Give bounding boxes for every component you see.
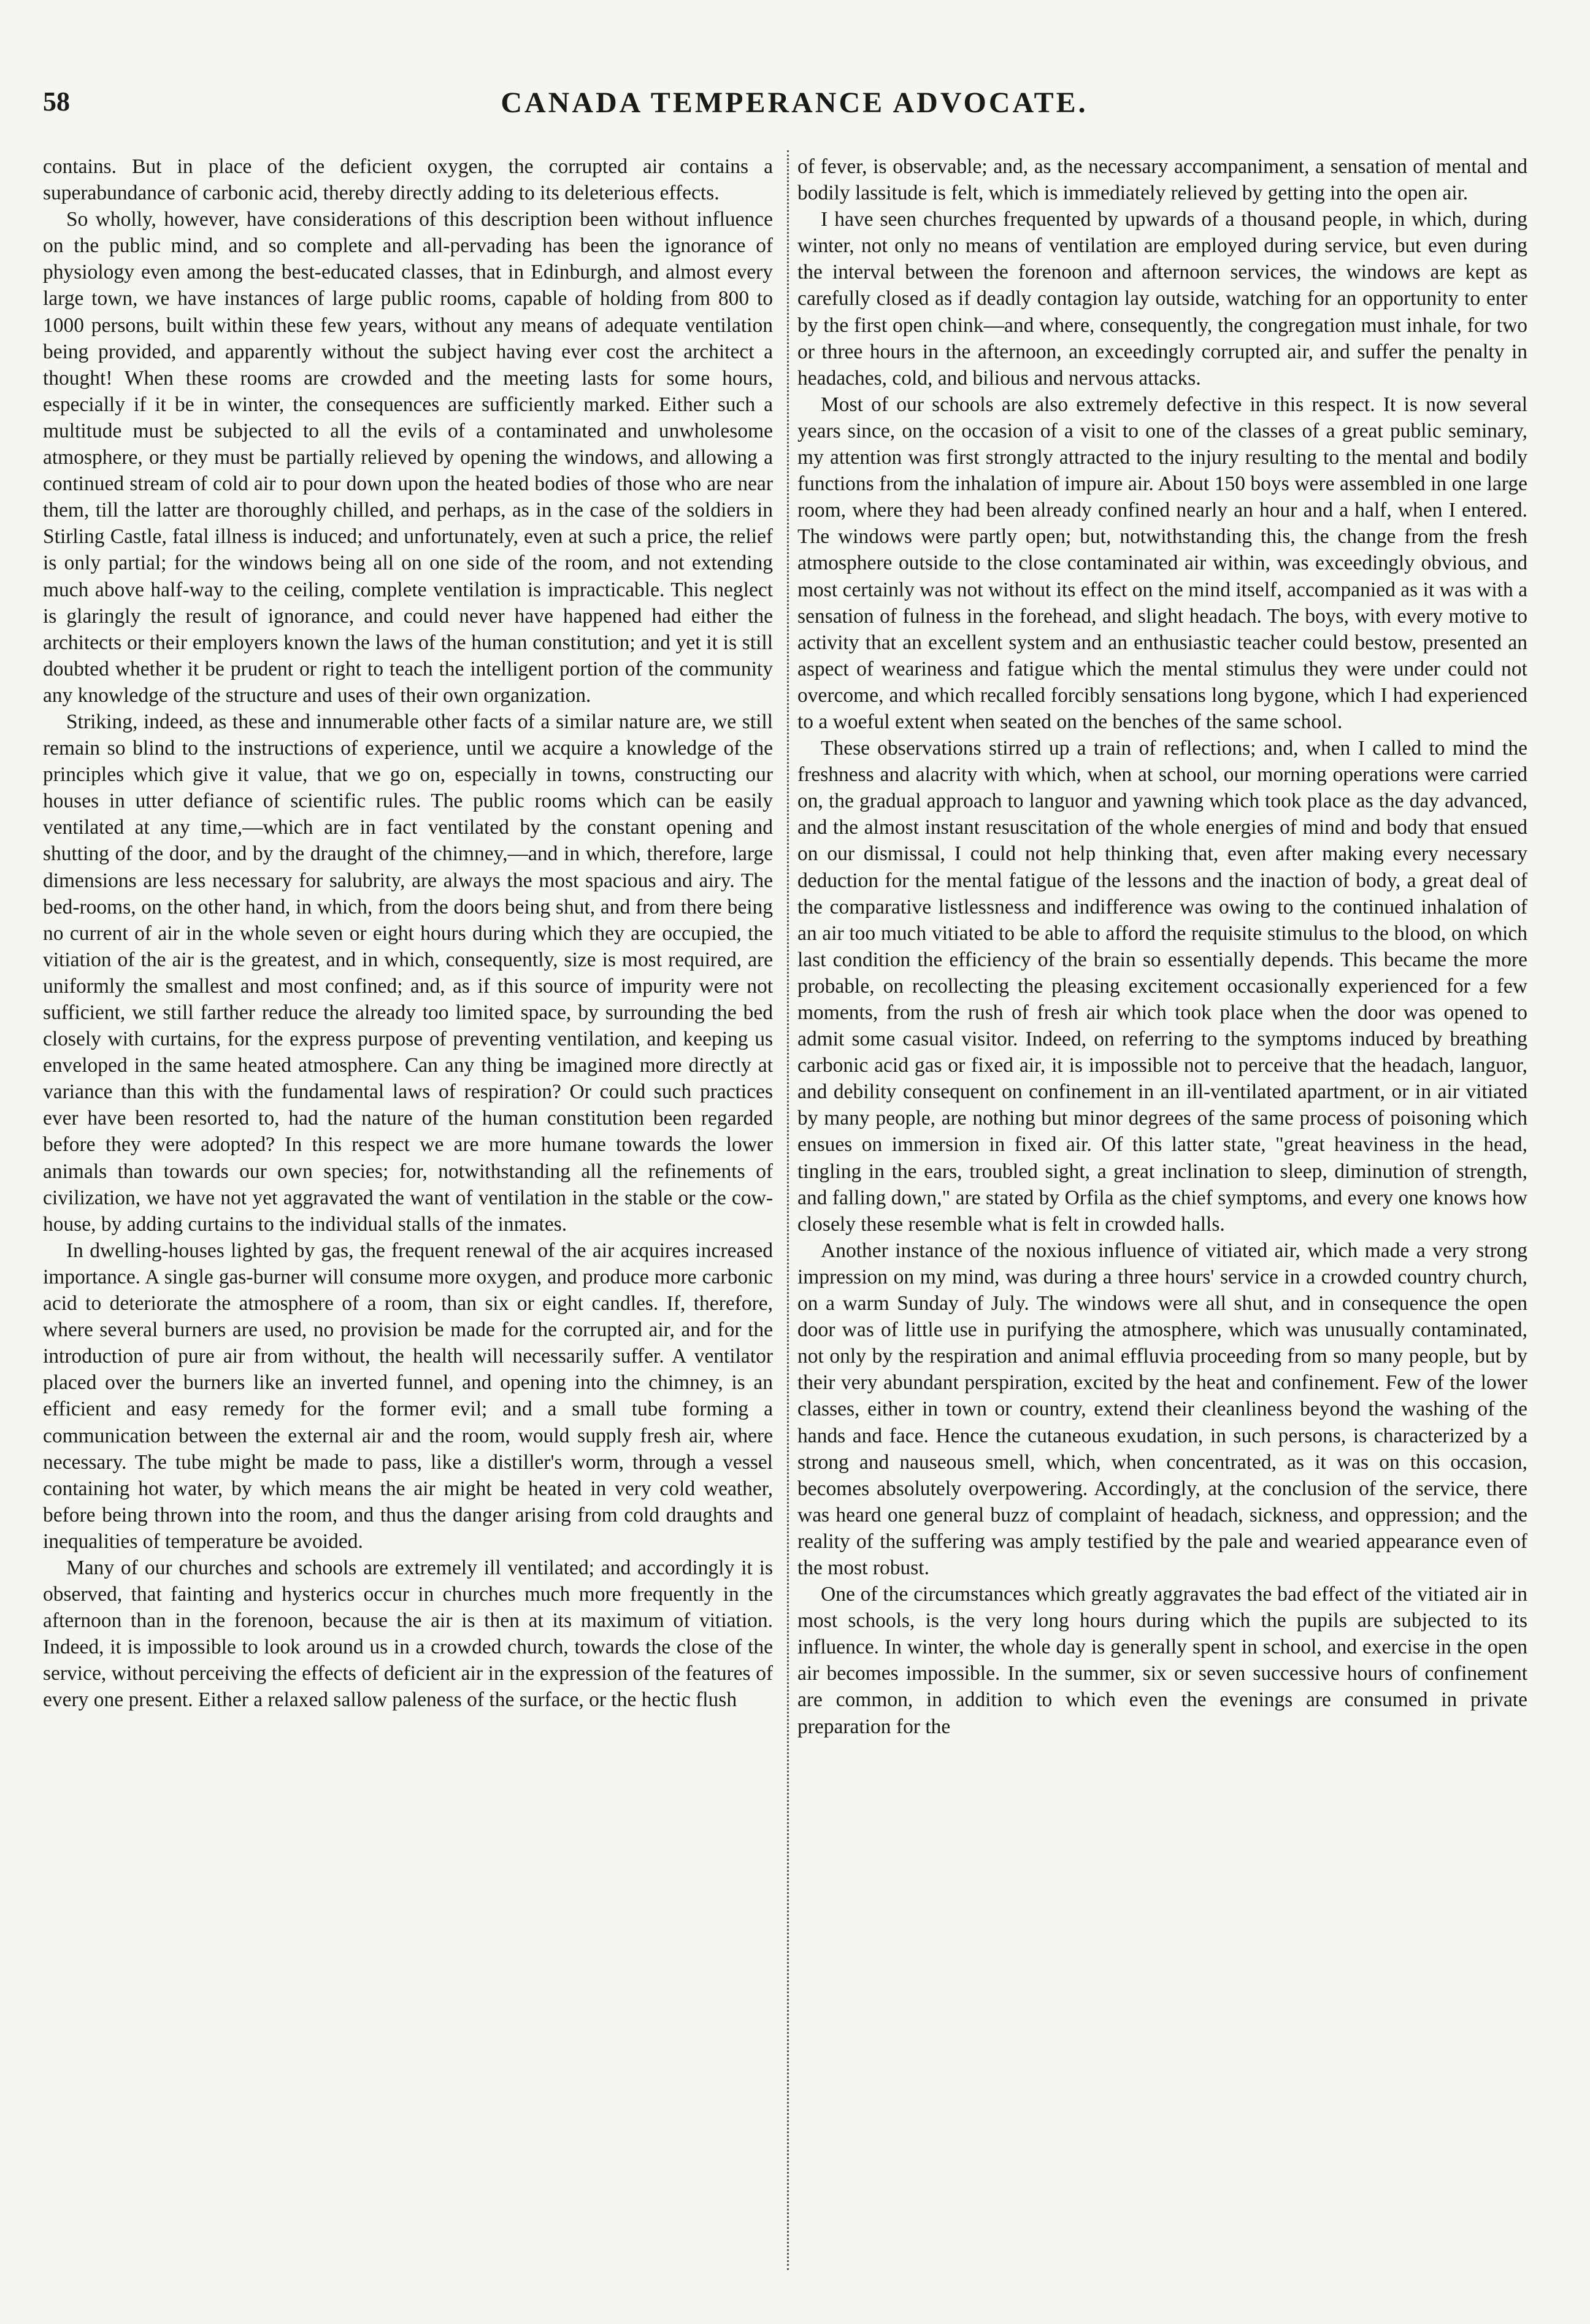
paragraph: Striking, indeed, as these and innumerable other facts of a similar nature are, we still remain so blind to the instructions of experience, until we acquire a knowledge of the principles which give it value, that we go on, especially in towns, constructing our houses in utter defiance of scientific rules. The public rooms which can be easily ventilated at any time,—which are in fact ventilated by the constant opening and shutting of the door, and by the draught of the chimney,—and in which, therefore, large dimensions are less necessary for salubrity, are always the most spacious and airy. The bed-rooms, on the other hand, in which, from the doors being shut, and from there being no current of air in the whole seven or eight hours during which they are occupied, the vitiation of the air is the greatest, and in which, consequently, size is most required, are uniformly the smallest and most confined; and, as if this source of impurity were not sufficient, we still farther reduce the already too limited space, by surrounding the bed closely with curtains, for the express purpose of preventing ventilation, and keeping us enveloped in the same heated atmosphere. Can any thing be imagined more directly at variance than this with the fundamental laws of respiration? Or could such practices ever have been resorted to, had the nature of the human constitution been regarded before they were adopted? In this respect we are more humane towards the lower animals than towards our own species; for, notwithstanding all the refinements of civilization, we have not yet aggravated the want of ventilation in the stable or the cow-house, by adding curtains to the individual stalls of the inmates. xyxy=(43,710,773,1236)
left-column xyxy=(43,153,773,2276)
page-header xyxy=(43,86,1546,135)
running-title: CANADA TEMPERANCE ADVOCATE. xyxy=(501,87,1088,119)
paragraph: Most of our schools are also extremely defective in this respect. It is now several years since, on the occasion of a visit to one of the classes of a great public seminary, my attention was first strongly attracted to the injury resulting to the mental and bodily functions from the inhalation of impure air. About 150 boys were assembled in one large room, where they had been already confined nearly an hour and a half, when I entered. The windows were partly open; but, notwithstanding this, the change from the fresh atmosphere outside to the close contaminated air within, was exceedingly obvious, and most certainly was not without its effect on the mind itself, accompanied as it was with a sensation of fulness in the forehead, and slight headach. The boys, with every motive to activity that an excellent system and an enthusiastic teacher could bestow, presented an aspect of weariness and fatigue which the mental stimulus they were under could not overcome, and which recalled forcibly sensations long bygone, which I had experienced to a woeful extent when seated on the benches of the same school. xyxy=(797,393,1527,733)
paragraph: In dwelling-houses lighted by gas, the frequent renewal of the air acquires increased importance. A single gas-burner will consume more oxygen, and produce more carbonic acid to deteriorate the atmosphere of a room, than six or eight candles. If, therefore, where several burners are used, no provision be made for the corrupted air, and for the introduction of pure air from without, the health will necessarily suffer. A ventilator placed over the burners like an inverted funnel, and opening into the chimney, is an efficient and easy remedy for the former evil; and a small tube forming a communication between the external air and the room, would supply fresh air, where necessary. The tube might be made to pass, like a distiller's worm, through a vessel containing hot water, by which means the air might be heated in very cold weather, before being thrown into the room, and thus the danger arising from cold draughts and inequalities of temperature be avoided. xyxy=(43,1239,773,1553)
paragraph: of fever, is observable; and, as the necessary accompaniment, a sensation of mental and bodily lassitude is felt, which is immediately relieved by getting into the open air. xyxy=(797,155,1527,205)
paragraph: Another instance of the noxious influence of vitiated air, which made a very strong impression on my mind, was during a three hours' service in a crowded country church, on a warm Sunday of July. The windows were all shut, and in consequence the open door was of little use in purifying the atmosphere, which was unusually contaminated, not only by the respiration and animal effluvia proceeding from so many people, but by their very abundant perspiration, excited by the heat and confinement. Few of the lower classes, either in town or country, extend their cleanliness beyond the washing of the hands and face. Hence the cutaneous exudation, in such persons, is characterized by a strong and nauseous smell, which, when concentrated, as it was on this occasion, becomes absolutely overpowering. Accordingly, at the conclusion of the service, there was heard one general buzz of complaint of headach, sickness, and oppression; and the reality of the suffering was amply testified by the pale and wearied appearance even of the most robust. xyxy=(797,1239,1527,1579)
paragraph: One of the circumstances which greatly aggravates the bad effect of the vitiated air in most schools, is the very long hours during which the pupils are subjected to its influence. In winter, the whole day is generally spent in school, and exercise in the open air becomes impossible. In the summer, six or seven successive hours of confinement are common, in addition to which even the evenings are consumed in private preparation for the xyxy=(797,1583,1527,1738)
paragraph: Many of our churches and schools are extremely ill ventilated; and accordingly it is observed, that fainting and hysterics occur in churches much more frequently in the afternoon than in the forenoon, because the air is then at its maximum of vitiation. Indeed, it is impossible to look around us in a crowded church, towards the close of the service, without perceiving the effects of deficient air in the expression of the features of every one present. Either a relaxed sallow paleness of the surface, or the hectic flush xyxy=(43,1556,773,1712)
page-number: 58 xyxy=(43,87,70,117)
column-divider xyxy=(787,150,789,2270)
paragraph: These observations stirred up a train of reflections; and, when I called to mind the freshness and alacrity with which, when at school, our morning operations were carried on, the gradual approach to languor and yawning which took place as the day advanced, and the almost instant resuscitation of the whole energies of mind and body that ensued on our dismissal, I could not help thinking that, even after making every necessary deduction for the mental fatigue of the lessons and the inaction of body, a great deal of the comparative listlessness and indifference was owing to the continued inhalation of an air too much vitiated to be able to afford the requisite stimulus to the blood, on which last condition the efficiency of the brain so essentially depends. This became the more probable, on recollecting the pleasing excitement occasionally experienced for a few moments, from the rush of fresh air which took place when the door was opened to admit some casual visitor. Indeed, on referring to the symptoms induced by breathing carbonic acid gas or fixed air, it is impossible not to perceive that the headach, languor, and debility consequent on confinement in an ill-ventilated apartment, or in air vitiated by many people, are nothing but minor degrees of the same process of poisoning which ensues on immersion in fixed air. Of this latter state, "great heaviness in the head, tingling in the ears, troubled sight, a great inclination to sleep, diminution of strength, and falling down," are stated by Orfila as the chief symptoms, and every one knows how closely these resemble what is felt in crowded halls. xyxy=(797,737,1527,1236)
right-column xyxy=(797,153,1527,2276)
paragraph: So wholly, however, have considerations of this description been without influence on the public mind, and so complete and all-pervading has been the ignorance of physiology even among the best-educated classes, that in Edinburgh, and almost every large town, we have instances of large public rooms, capable of holding from 800 to 1000 persons, built within these few years, without any means of adequate ventilation being provided, and apparently without the subject having ever cost the architect a thought! When these rooms are crowded and the meeting lasts for some hours, especially if it be in winter, the consequences are sufficiently marked. Either such a multitude must be subjected to all the evils of a contaminated and unwholesome atmosphere, or they must be partially relieved by opening the windows, and allowing a continued stream of cold air to pour down upon the heated bodies of those who are near them, till the latter are thoroughly chilled, and perhaps, as in the case of the soldiers in Stirling Castle, fatal illness is induced; and unfortunately, even at such a price, the relief is only partial; for the windows being all on one side of the room, and not extending much above half-way to the ceiling, complete ventilation is impracticable. This neglect is glaringly the result of ignorance, and could never have happened had either the architects or their employers known the laws of the human constitution; and yet it is still doubted whether it be prudent or right to teach the intelligent portion of the community any knowledge of the structure and uses of their own organization. xyxy=(43,208,773,707)
paragraph: contains. But in place of the deficient oxygen, the corrupted air contains a superabundance of carbonic acid, thereby directly adding to its deleterious effects. xyxy=(43,155,773,205)
paragraph: I have seen churches frequented by upwards of a thousand people, in which, during winter, not only no means of ventilation are employed during service, but even during the interval between the forenoon and afternoon services, the windows are kept as carefully closed as if deadly contagion lay outside, watching for an opportunity to enter by the first open chink—and where, consequently, the congregation must inhale, for two or three hours in the afternoon, an exceedingly corrupted air, and suffer the penalty in headaches, cold, and bilious and nervous attacks. xyxy=(797,208,1527,390)
